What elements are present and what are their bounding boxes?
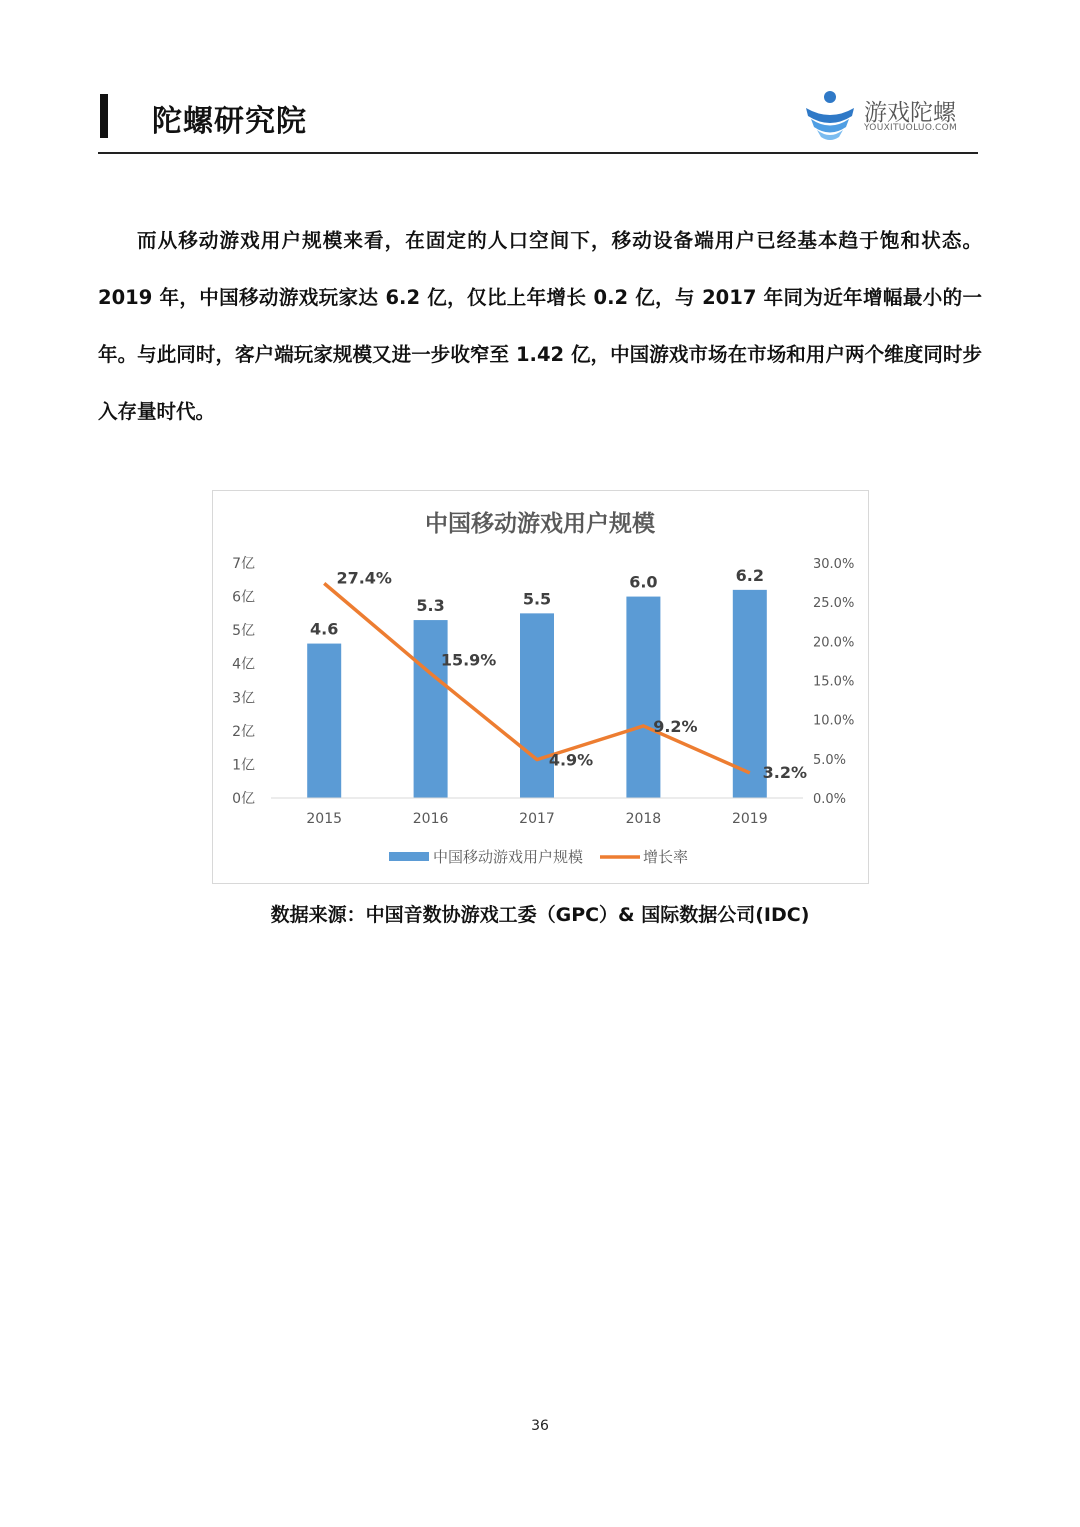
y-right-tick-label: 5.0% [813, 752, 847, 768]
bar-value-label: 6.2 [735, 565, 764, 585]
legend-label-bar: 中国移动游戏用户规模 [433, 848, 584, 866]
line-value-label: 27.4% [336, 568, 392, 588]
x-tick-label: 2019 [731, 811, 768, 827]
logo-subtext: YOUXITUOLUO.COM [864, 123, 958, 133]
y-left-tick-label: 6亿 [232, 589, 255, 606]
line-value-label: 4.9% [548, 750, 594, 770]
page-header [98, 88, 978, 154]
bar [520, 613, 554, 798]
brand-logo [802, 88, 972, 146]
data-source-caption: 数据来源：中国音数协游戏工委（GPC）& 国际数据公司(IDC) [270, 904, 810, 926]
y-left-tick-label: 3亿 [232, 690, 255, 707]
page-number: 36 [531, 1418, 549, 1434]
line-value-label: 3.2% [762, 762, 807, 782]
y-left-tick-label: 4亿 [232, 656, 255, 673]
header-title: 陀螺研究院 [152, 104, 307, 139]
bar [626, 597, 660, 798]
y-right-tick-label: 25.0% [813, 596, 855, 612]
y-right-tick-label: 20.0% [813, 635, 855, 651]
bar [307, 644, 341, 798]
logo-text: 游戏陀螺 [864, 100, 956, 126]
bar-value-label: 5.3 [416, 596, 445, 616]
x-tick-label: 2018 [625, 811, 662, 827]
y-right-tick-label: 0.0% [813, 792, 847, 807]
gyroscope-logo-icon [802, 88, 860, 146]
header-accent-bar [100, 94, 108, 138]
y-left-tick-label: 2亿 [232, 723, 255, 740]
line-value-label: 9.2% [653, 716, 698, 736]
legend-swatch-bar [389, 852, 429, 861]
x-tick-label: 2017 [519, 811, 555, 827]
y-right-tick-label: 15.0% [813, 674, 855, 690]
y-left-tick-label: 7亿 [232, 556, 255, 572]
bar-value-label: 6.0 [629, 572, 658, 592]
y-right-tick-label: 10.0% [813, 713, 855, 729]
x-tick-label: 2015 [306, 811, 343, 827]
user-scale-chart [212, 490, 869, 884]
body-paragraph: 而从移动游戏用户规模来看，在固定的人口空间下，移动设备端用户已经基本趋于饱和状态。2019 年，中国移动游戏玩家达 6.2 亿，仅比上年增长 0.2 亿，与 2017 年同为近年增幅最小的一年。与此同时，客户端玩家规模又进一步收窄至 1.42 亿，中国游戏市场在市场和用户两个维度同时步入存量时代。 [98, 229, 982, 423]
y-left-tick-label: 1亿 [232, 757, 255, 774]
bar-value-label: 5.5 [522, 589, 552, 609]
y-left-tick-label: 5亿 [232, 623, 255, 640]
bar-value-label: 4.6 [310, 619, 339, 639]
legend-label-line: 增长率 [643, 848, 689, 866]
chart-canvas [213, 491, 868, 883]
x-tick-label: 2016 [412, 811, 449, 827]
y-right-tick-label: 30.0% [813, 557, 855, 572]
bar [414, 620, 448, 798]
y-left-tick-label: 0亿 [232, 791, 255, 807]
line-value-label: 15.9% [440, 650, 497, 670]
chart-title: 中国移动游戏用户规模 [425, 511, 655, 537]
